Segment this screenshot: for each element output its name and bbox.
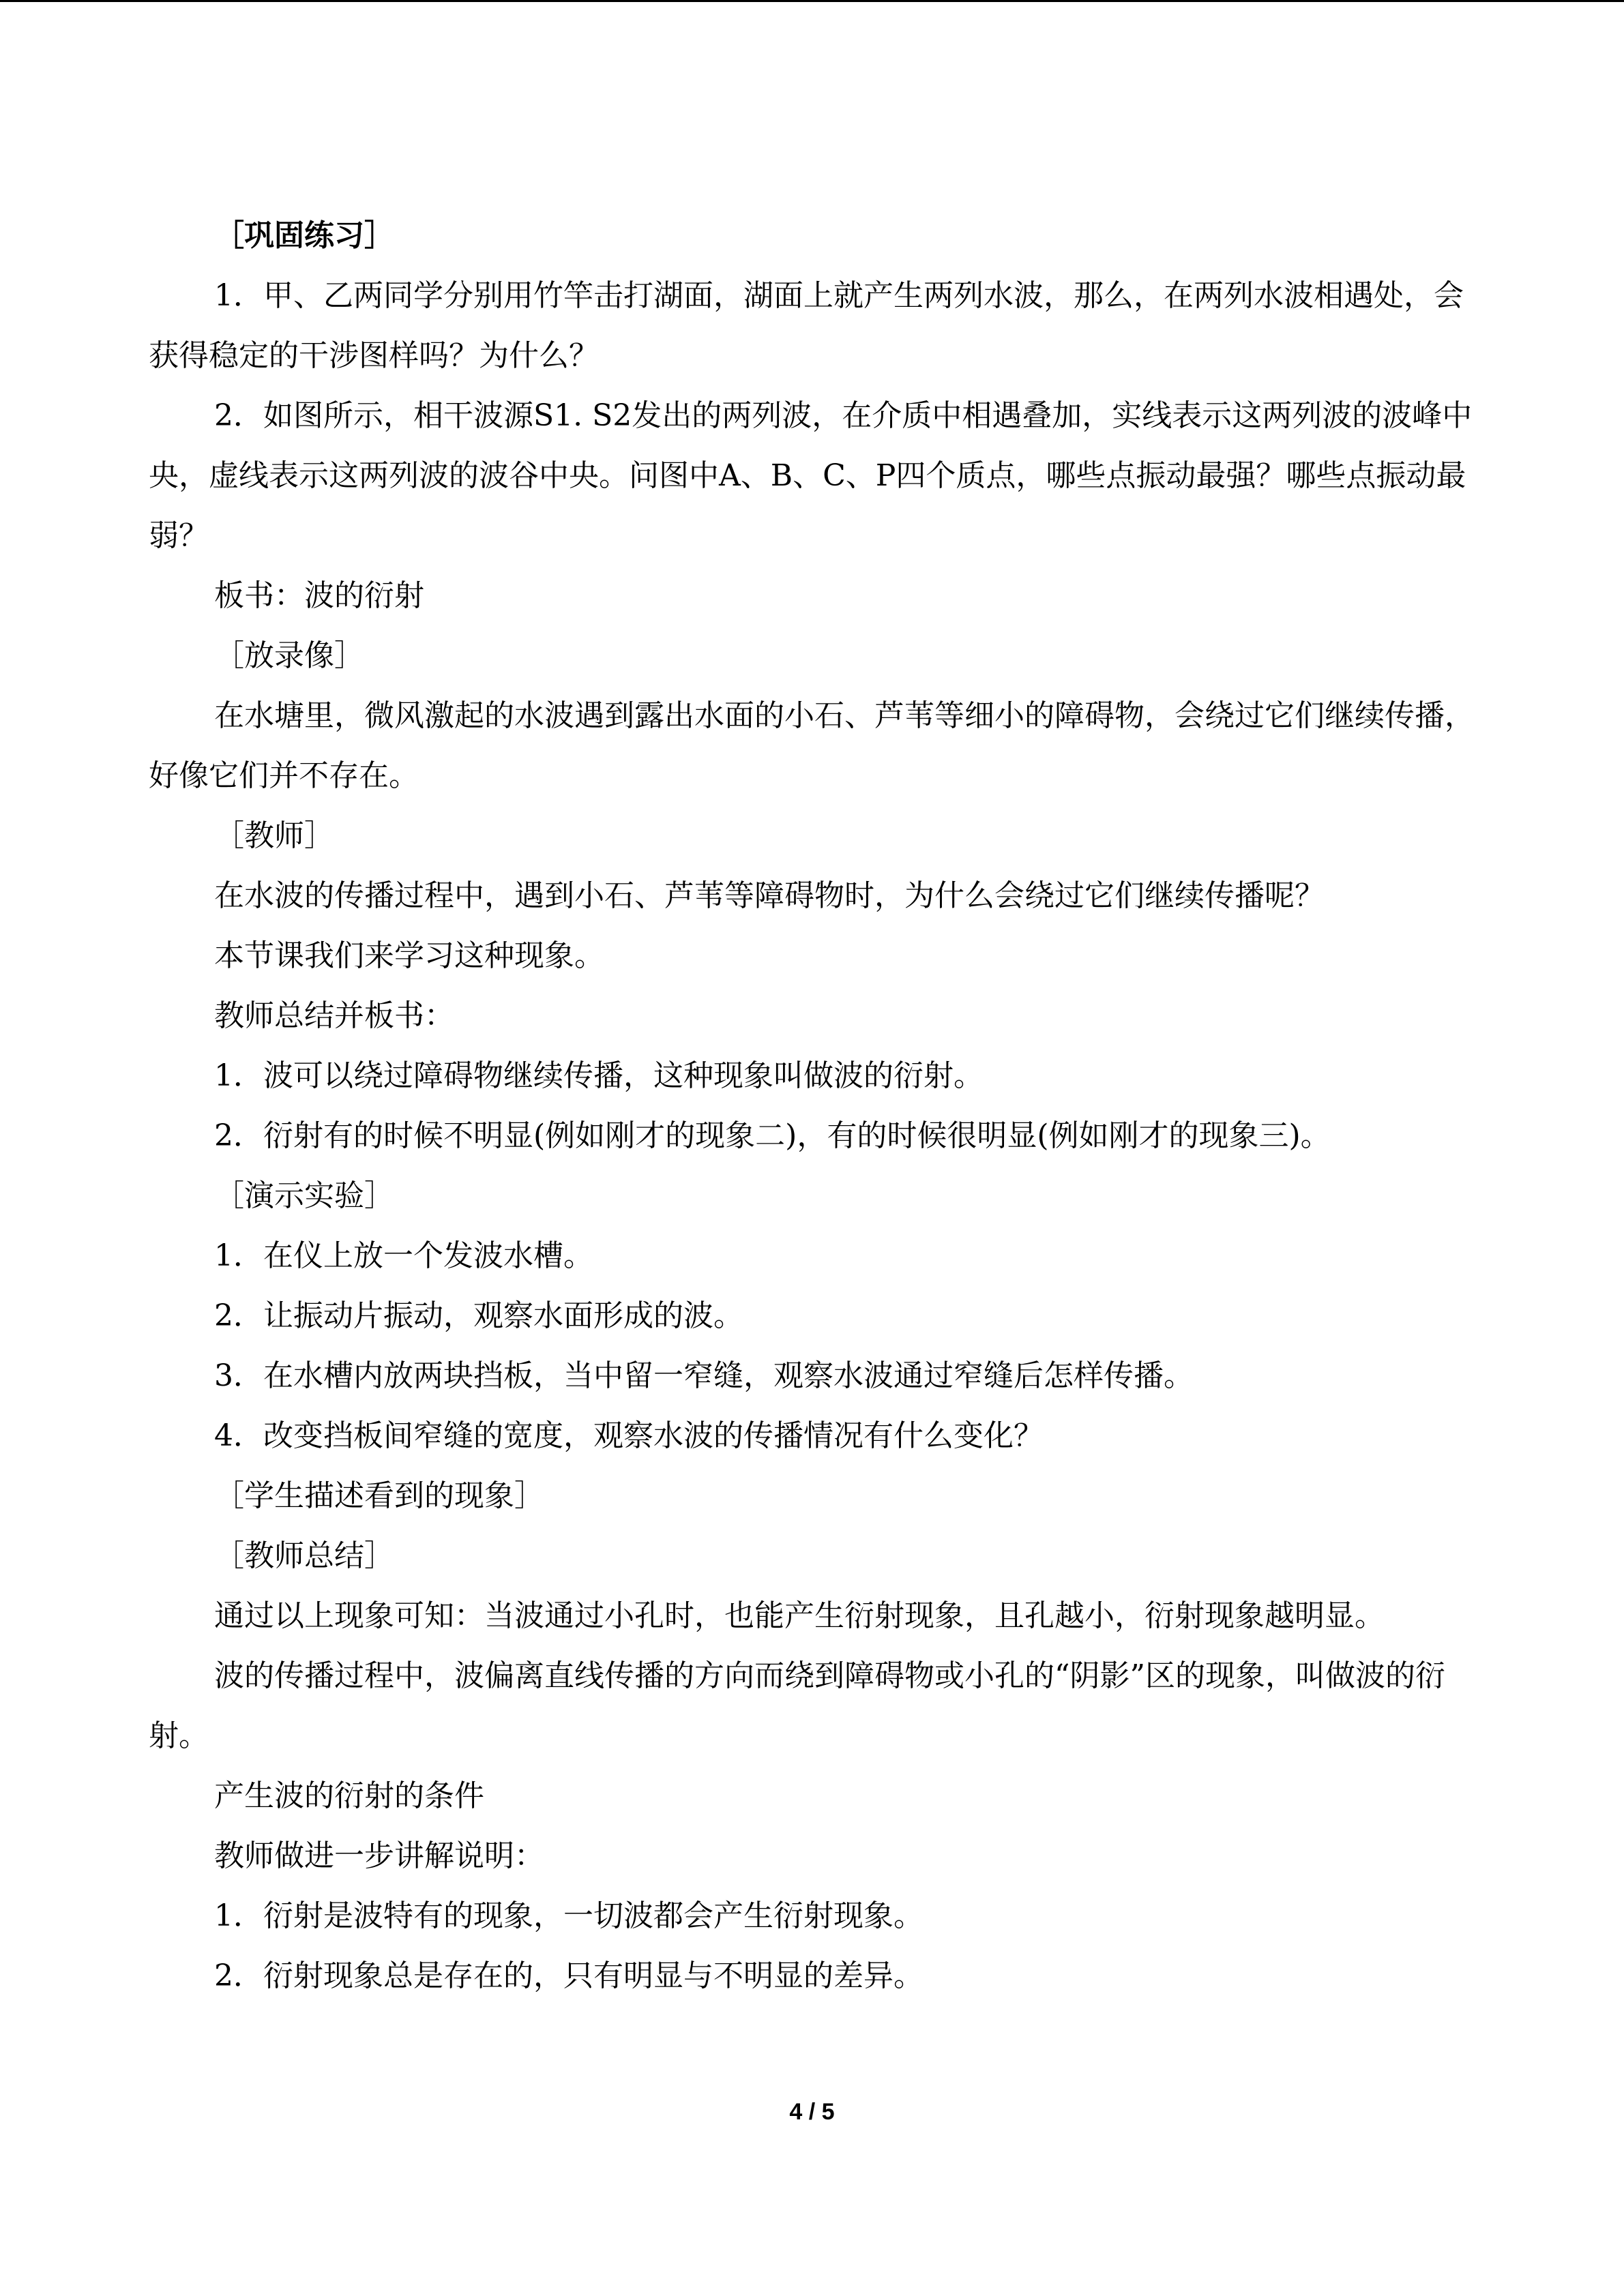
- top-border-line: [0, 0, 1624, 2]
- teacher-summary-heading: 教师总结并板书：: [214, 998, 454, 1033]
- conclusion-small-hole: 通过以上现象可知：当波通过小孔时，也能产生衍射现象，且孔越小，衍射现象越明显。: [214, 1598, 1385, 1633]
- board-note-diffraction: 板书：波的衍射: [214, 578, 424, 613]
- page-number: 4 / 5: [789, 2099, 835, 2125]
- section-student-description: ［学生描述看到的现象］: [214, 1478, 544, 1513]
- summary-point-1: 1．波可以绕过障碍物继续传播，这种现象叫做波的衍射。: [214, 1058, 984, 1093]
- experiment-step-4: 4．改变挡板间窄缝的宽度，观察水波的传播情况有什么变化？: [214, 1418, 1044, 1453]
- condition-point-2: 2．衍射现象总是存在的，只有明显与不明显的差异。: [214, 1958, 924, 1993]
- document-body: [149, 206, 1479, 2006]
- exercise-question-2: 2．如图所示，相干波源S1. S2发出的两列波，在介质中相遇叠加，实线表示这两列波的波峰中央，虚线表示这两列波的波谷中央。问图中A、B、C、P四个质点，哪些点振动最强？哪些点振动最弱？: [149, 398, 1473, 553]
- exercise-question-1: 1．甲、乙两同学分别用竹竿击打湖面，湖面上就产生两列水波，那么，在两列水波相遇处，会获得稳定的干涉图样吗？为什么？: [149, 278, 1464, 373]
- section-teacher: ［教师］: [214, 818, 334, 853]
- summary-point-2: 2．衍射有的时候不明显(例如刚才的现象二)，有的时候很明显(例如刚才的现象三)。: [214, 1118, 1331, 1153]
- experiment-step-1: 1．在仪上放一个发波水槽。: [214, 1238, 593, 1273]
- teacher-question: 在水波的传播过程中，遇到小石、芦苇等障碍物时，为什么会绕过它们继续传播呢？: [214, 878, 1325, 913]
- section-demo-experiment: ［演示实验］: [214, 1178, 394, 1213]
- video-description: 在水塘里，微风激起的水波遇到露出水面的小石、芦苇等细小的障碍物，会绕过它们继续传播，好像它们并不存在。: [149, 698, 1475, 793]
- heading-diffraction-conditions: 产生波的衍射的条件: [214, 1778, 484, 1813]
- heading-consolidation-exercise: ［巩固练习］: [214, 218, 394, 253]
- section-play-video: ［放录像］: [214, 638, 364, 673]
- definition-diffraction: 波的传播过程中，波偏离直线传播的方向而绕到障碍物或小孔的“阴影”区的现象，叫做波的衍射。: [149, 1658, 1445, 1753]
- teacher-further-explanation: 教师做进一步讲解说明：: [214, 1838, 544, 1873]
- experiment-step-2: 2．让振动片振动，观察水面形成的波。: [214, 1298, 743, 1333]
- experiment-step-3: 3．在水槽内放两块挡板，当中留一窄缝，观察水波通过窄缝后怎样传播。: [214, 1358, 1194, 1393]
- section-teacher-summary: ［教师总结］: [214, 1538, 394, 1573]
- condition-point-1: 1．衍射是波特有的现象，一切波都会产生衍射现象。: [214, 1898, 924, 1933]
- lesson-intro: 本节课我们来学习这种现象。: [214, 938, 604, 973]
